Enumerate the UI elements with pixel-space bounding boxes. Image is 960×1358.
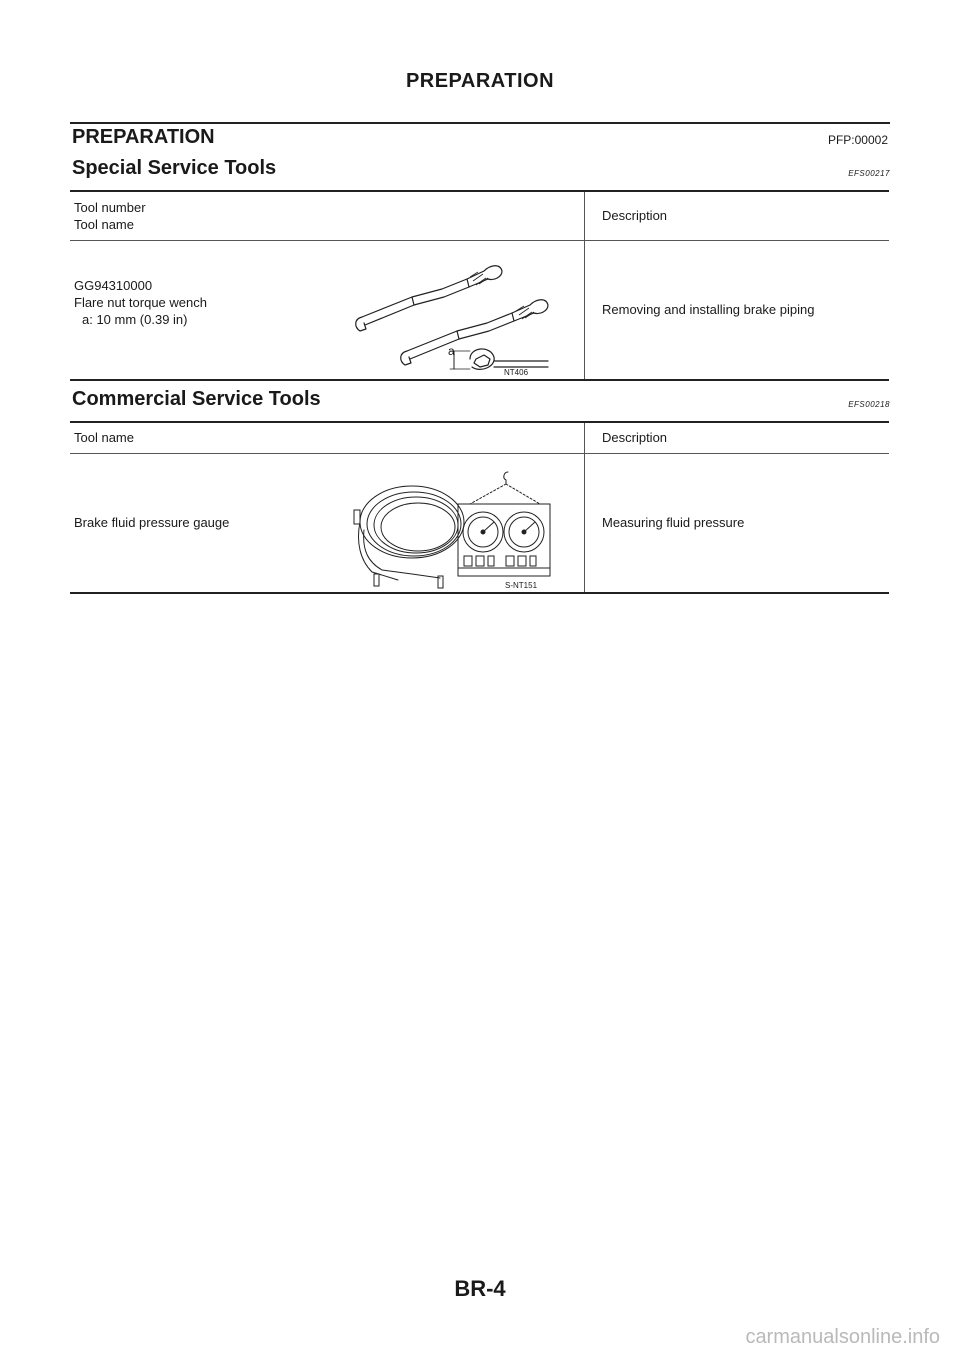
pressure-gauge-figure — [352, 470, 557, 590]
description-column-header: Description — [585, 191, 890, 240]
commercial-tools-code: EFS00218 — [848, 400, 890, 409]
tool-name: Flare nut torque wench — [74, 295, 207, 311]
tool-column-header — [70, 191, 585, 240]
page-header-title: PREPARATION — [405, 70, 555, 92]
special-tools-title: Special Service Tools — [72, 157, 277, 179]
tool-spec: a: 10 mm (0.39 in) — [82, 312, 188, 328]
tool-number-header: Tool number — [74, 199, 146, 215]
torque-wrench-figure — [352, 261, 557, 379]
special-tools-table — [70, 190, 889, 381]
commercial-tools-title: Commercial Service Tools — [72, 388, 321, 410]
figure-callout-a: a — [448, 343, 455, 358]
tool-name: Brake fluid pressure gauge — [74, 515, 230, 531]
tool-description: Removing and installing brake piping — [602, 302, 815, 318]
special-tools-code: EFS00217 — [848, 169, 890, 178]
tool-name-header: Tool name — [74, 430, 134, 446]
tool-cell — [70, 453, 585, 593]
figure-code: S-NT151 — [505, 580, 538, 590]
watermark-text: carmanualsonline.info — [745, 1326, 940, 1348]
table-row — [70, 240, 889, 380]
tool-column-header — [70, 422, 585, 453]
section-title: PREPARATION — [72, 126, 215, 148]
tool-name-header: Tool name — [74, 216, 134, 232]
table-header-row — [70, 191, 889, 240]
tool-description: Measuring fluid pressure — [602, 515, 745, 531]
tool-number: GG94310000 — [74, 278, 153, 294]
description-column-header: Description — [585, 422, 890, 453]
page-number: BR-4 — [454, 1276, 506, 1301]
header-rule — [70, 122, 890, 124]
table-header-row — [70, 422, 889, 453]
tool-cell — [70, 240, 585, 380]
figure-code: NT406 — [504, 367, 529, 377]
table-row — [70, 453, 889, 593]
commercial-tools-table — [70, 421, 889, 594]
section-code: PFP:00002 — [827, 133, 888, 147]
